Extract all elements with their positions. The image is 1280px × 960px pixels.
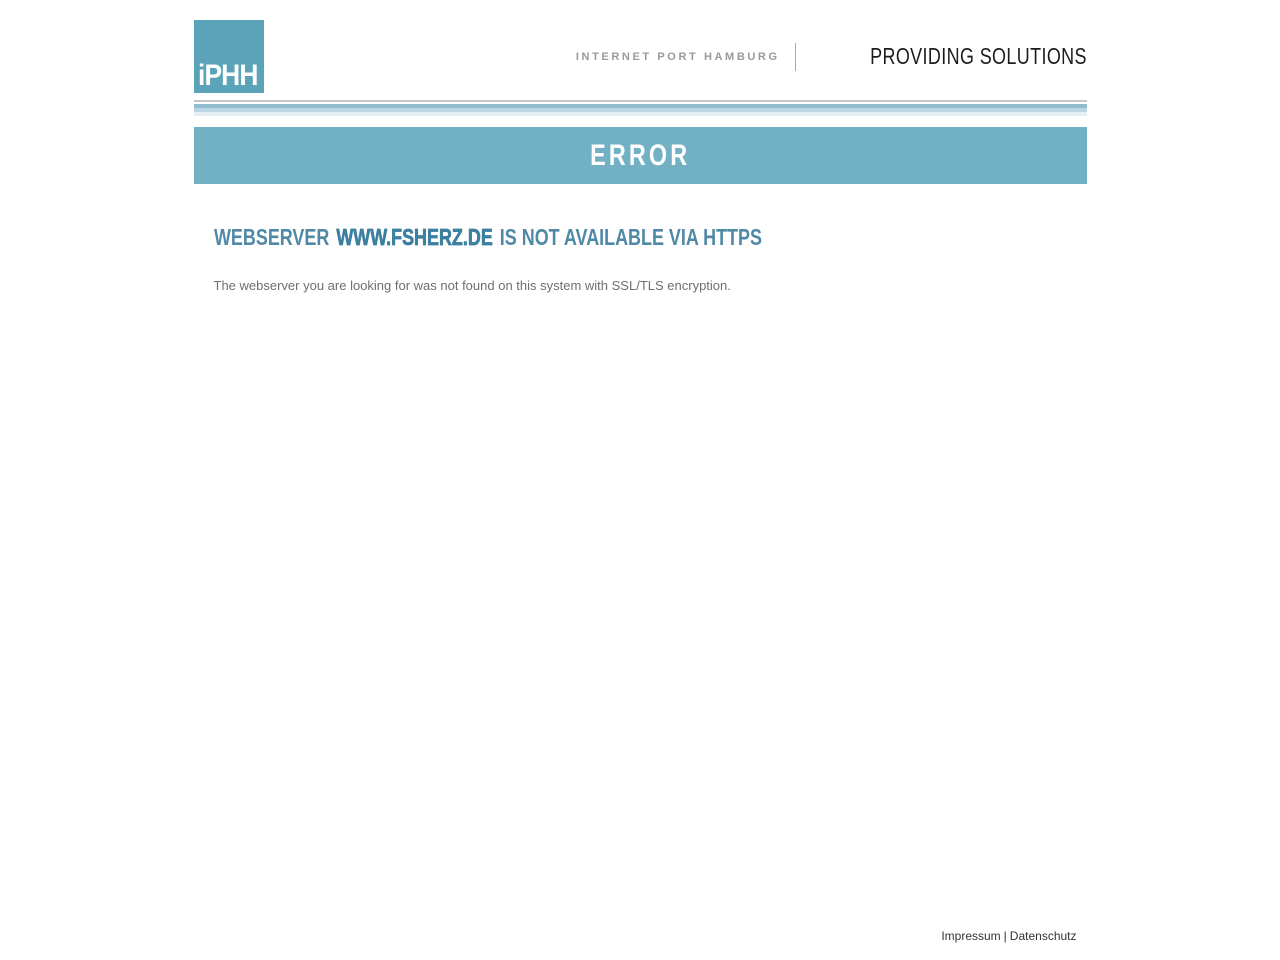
error-banner-label: ERROR	[589, 139, 691, 172]
error-heading	[214, 225, 762, 249]
datenschutz-link[interactable]: Datenschutz	[1009, 929, 1077, 943]
main-message	[194, 184, 1087, 293]
brand-company-name: INTERNET PORT HAMBURG	[575, 50, 780, 63]
page-container	[194, 0, 1087, 960]
iphh-logo	[194, 20, 264, 93]
error-banner	[194, 127, 1087, 184]
brand-block	[576, 20, 1087, 93]
error-heading-suffix: IS NOT AVAILABLE VIA HTTPS	[499, 224, 762, 250]
footer	[941, 929, 1076, 943]
gradient-bar	[194, 104, 1087, 116]
brand-slogan: PROVIDING SOLUTIONS	[869, 43, 1087, 69]
header-rule	[194, 100, 1087, 102]
error-description: The webserver you are looking for was not found on this system with SSL/TLS encryption.	[213, 278, 731, 293]
iphh-logo-text: iPHH	[197, 59, 258, 92]
footer-separator: |	[1003, 929, 1007, 943]
header	[194, 0, 1087, 93]
error-heading-domain: WWW.FSHERZ.DE	[335, 224, 493, 250]
brand-divider	[795, 43, 796, 71]
error-heading-prefix: WEBSERVER	[213, 224, 329, 250]
impressum-link[interactable]: Impressum	[941, 929, 1001, 943]
